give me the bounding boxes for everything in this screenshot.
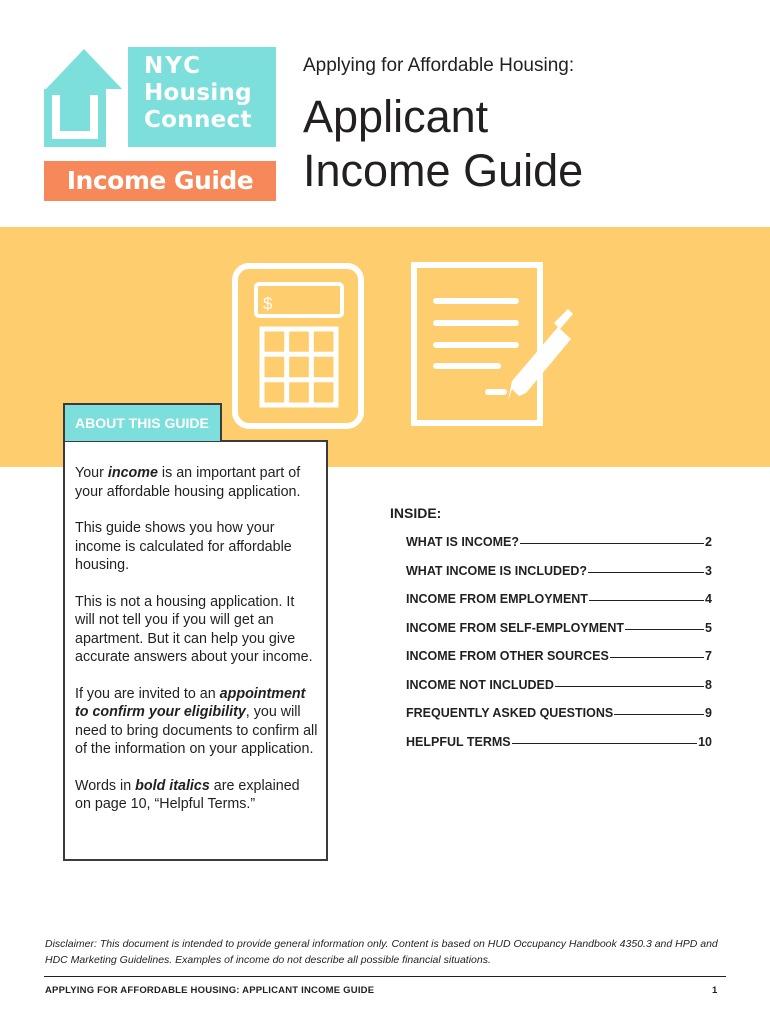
house-arrow-icon — [44, 47, 124, 147]
toc-item[interactable]: HELPFUL TERMS 10 — [406, 734, 712, 749]
table-of-contents — [406, 535, 712, 763]
toc-item[interactable]: FREQUENTLY ASKED QUESTIONS 9 — [406, 706, 712, 720]
toc-item[interactable]: WHAT INCOME IS INCLUDED? 3 — [406, 563, 712, 578]
toc-item[interactable]: INCOME FROM SELF-EMPLOYMENT 5 — [406, 620, 712, 635]
toc-item[interactable]: INCOME FROM EMPLOYMENT 4 — [406, 592, 712, 606]
toc-item[interactable]: INCOME NOT INCLUDED 8 — [406, 677, 712, 692]
inside-heading: INSIDE: — [390, 505, 442, 521]
income-guide-tag: Income Guide — [44, 161, 276, 201]
about-paragraph-2: This guide shows you how your income is calculated for affordable housing. — [75, 520, 292, 573]
footer-title: APPLYING FOR AFFORDABLE HOUSING: APPLICANT INCOME GUIDE — [45, 985, 375, 996]
about-guide-label: ABOUT THIS GUIDE — [63, 403, 222, 441]
page-title — [303, 90, 583, 198]
about-guide-box — [63, 440, 328, 861]
about-paragraph-1: Your income is an important part of your affordable housing application. — [75, 465, 301, 500]
calculator-icon — [232, 263, 364, 429]
about-paragraph-3: This is not a housing application. It will not tell you if you will get an apartment. But it can help you give accurate answers about your income. — [75, 593, 313, 665]
disclaimer-text: Disclaimer: This document is intended to provide general information only. Content is based on HUD Occupancy Handbook 4350.3 and HPD and HDC Marketing Guidelines. Examples of income do not describe all possible financial situations. — [45, 938, 718, 966]
toc-item[interactable]: INCOME FROM OTHER SOURCES 7 — [406, 649, 712, 663]
logo-wordmark — [128, 47, 276, 147]
about-paragraph-5: Words in bold italics are explained on page 10, “Helpful Terms.” — [75, 777, 300, 812]
logo-line-connect: Connect — [144, 107, 252, 133]
logo-line-housing: Housing — [144, 80, 252, 106]
document-pen-icon — [408, 261, 578, 429]
title-line-1: Applicant — [303, 91, 489, 142]
about-paragraph-4: If you are invited to an appointment to confirm your eligibility, you will need to bring documents to confirm all of the information on your application. — [75, 685, 318, 757]
calculator-dollar-sign: $ — [263, 294, 273, 313]
nyc-housing-connect-logo — [44, 47, 276, 201]
title-line-2: Income Guide — [303, 145, 584, 196]
page-number: 1 — [712, 985, 718, 996]
toc-item[interactable]: WHAT IS INCOME? 2 — [406, 535, 712, 549]
page-subtitle: Applying for Affordable Housing: — [303, 55, 575, 76]
logo-line-nyc: NYC — [144, 53, 202, 79]
footer-divider — [44, 976, 726, 977]
